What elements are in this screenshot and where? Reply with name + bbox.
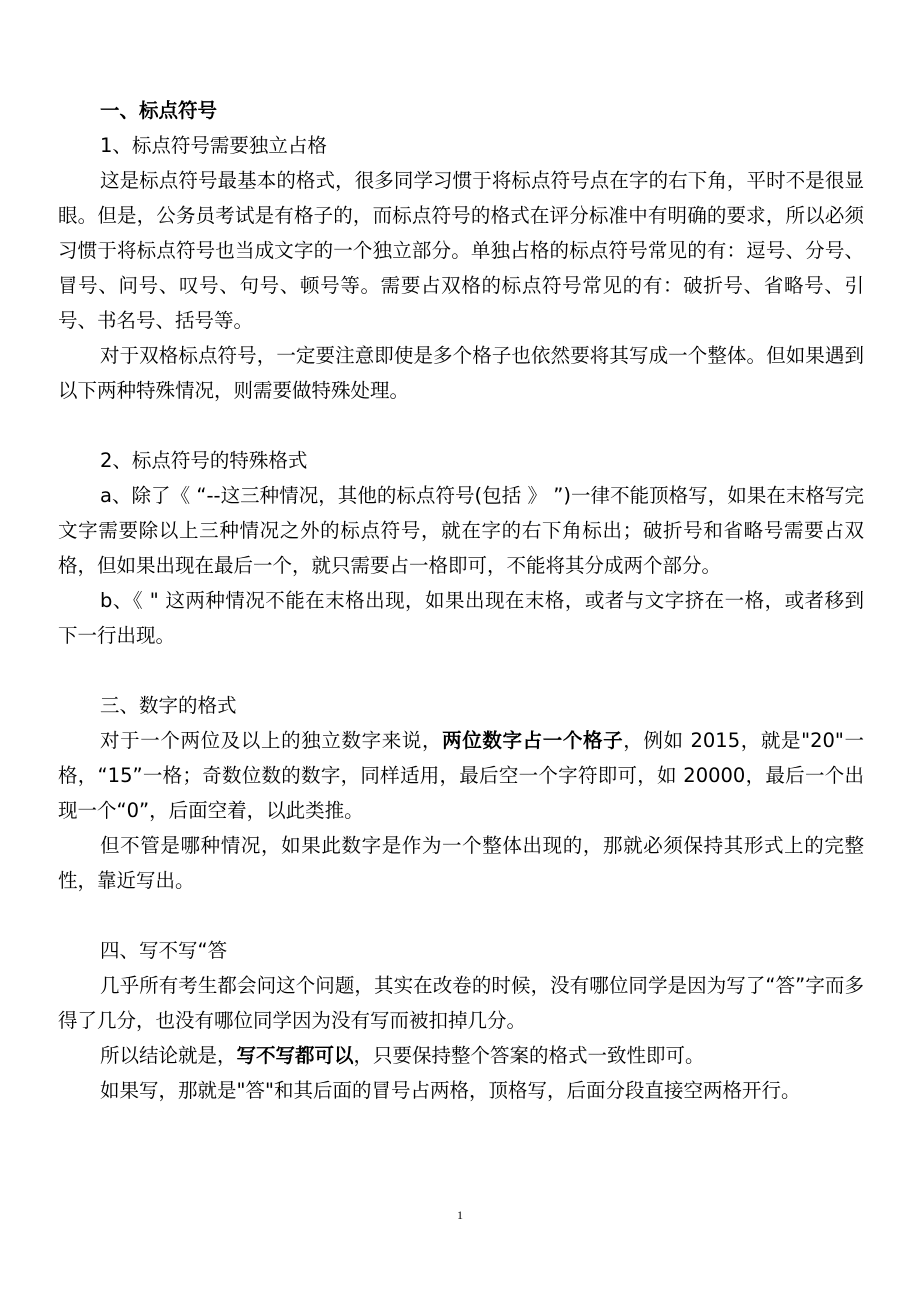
page-number: 1 (457, 1208, 463, 1222)
paragraph-answer-question: 几乎所有考生都会问这个问题，其实在改卷的时候，没有哪位同学是因为写了“答”字而多得了几分，也没有哪位同学因为没有写而被扣掉几分。 (58, 974, 864, 1032)
emphasis-text: 两位数字占一个格子 (442, 729, 624, 752)
paragraph-number-cells (58, 723, 864, 828)
paragraph-double-cell: 对于双格标点符号，一定要注意即使是多个格子也依然要将其写成一个整体。但如果遇到以下两种特殊情况，则需要做特殊处理。 (58, 344, 864, 402)
document-body (58, 93, 864, 1108)
subheading-independent-cell: 1、标点符号需要独立占格 (100, 134, 327, 157)
emphasis-text: 写不写都可以 (236, 1044, 354, 1067)
section-heading-numbers: 三、数字的格式 (100, 694, 237, 717)
paragraph-answer-format: 如果写，那就是"答"和其后面的冒号占两格，顶格写，后面分段直接空两格开行。 (100, 1079, 801, 1102)
blank-line (58, 653, 864, 688)
paragraph-basic-format: 这是标点符号最基本的格式，很多同学习惯于将标点符号点在字的右下角，平时不是很显眼。但是，公务员考试是有格子的，而标点符号的格式在评分标准中有明确的要求，所以必须习惯于将标点符号也当成文字的一个独立部分。单独占格的标点符号常见的有：逗号、分号、冒号、问号、叹号、句号、顿号等。需要占双格的标点符号常见的有：破折号、省略号、引号、书名号、括号等。 (58, 169, 864, 332)
paragraph-answer-conclusion (58, 1038, 864, 1073)
section-heading-answer: 四、写不写“答 (100, 939, 228, 962)
paragraph-number-integrity: 但不管是哪种情况，如果此数字是作为一个整体出现的，那就必须保持其形式上的完整性，靠近写出。 (58, 834, 864, 892)
text-run: ，例如 2015，就是"20"一格，“15”一格；奇数位数的数字，同样适用，最后空一个字符即可，如 20000，最后一个出现一个“0”，后面空着，以此类推。 (58, 729, 864, 822)
text-run: 所以结论就是， (100, 1044, 237, 1067)
subheading-special-format: 2、标点符号的特殊格式 (100, 449, 308, 472)
text-run: ，只要保持整个答案的格式一致性即可。 (353, 1044, 705, 1067)
text-run: 对于一个两位及以上的独立数字来说， (100, 729, 443, 752)
section-heading-punctuation: 一、标点符号 (100, 99, 218, 122)
paragraph-rule-a: a、除了《 “--这三种情况，其他的标点符号(包括 》 ”)一律不能顶格写，如果在末格写完文字需要除以上三种情况之外的标点符号，就在字的右下角标出；破折号和省略号需要占双格，但如果出现在最后一个，就只需要占一格即可，不能将其分成两个部分。 (58, 484, 864, 577)
paragraph-rule-b: b、《 " 这两种情况不能在末格出现，如果出现在末格，或者与文字挤在一格，或者移到下一行出现。 (58, 589, 864, 647)
blank-line (58, 898, 864, 933)
blank-line (58, 408, 864, 443)
